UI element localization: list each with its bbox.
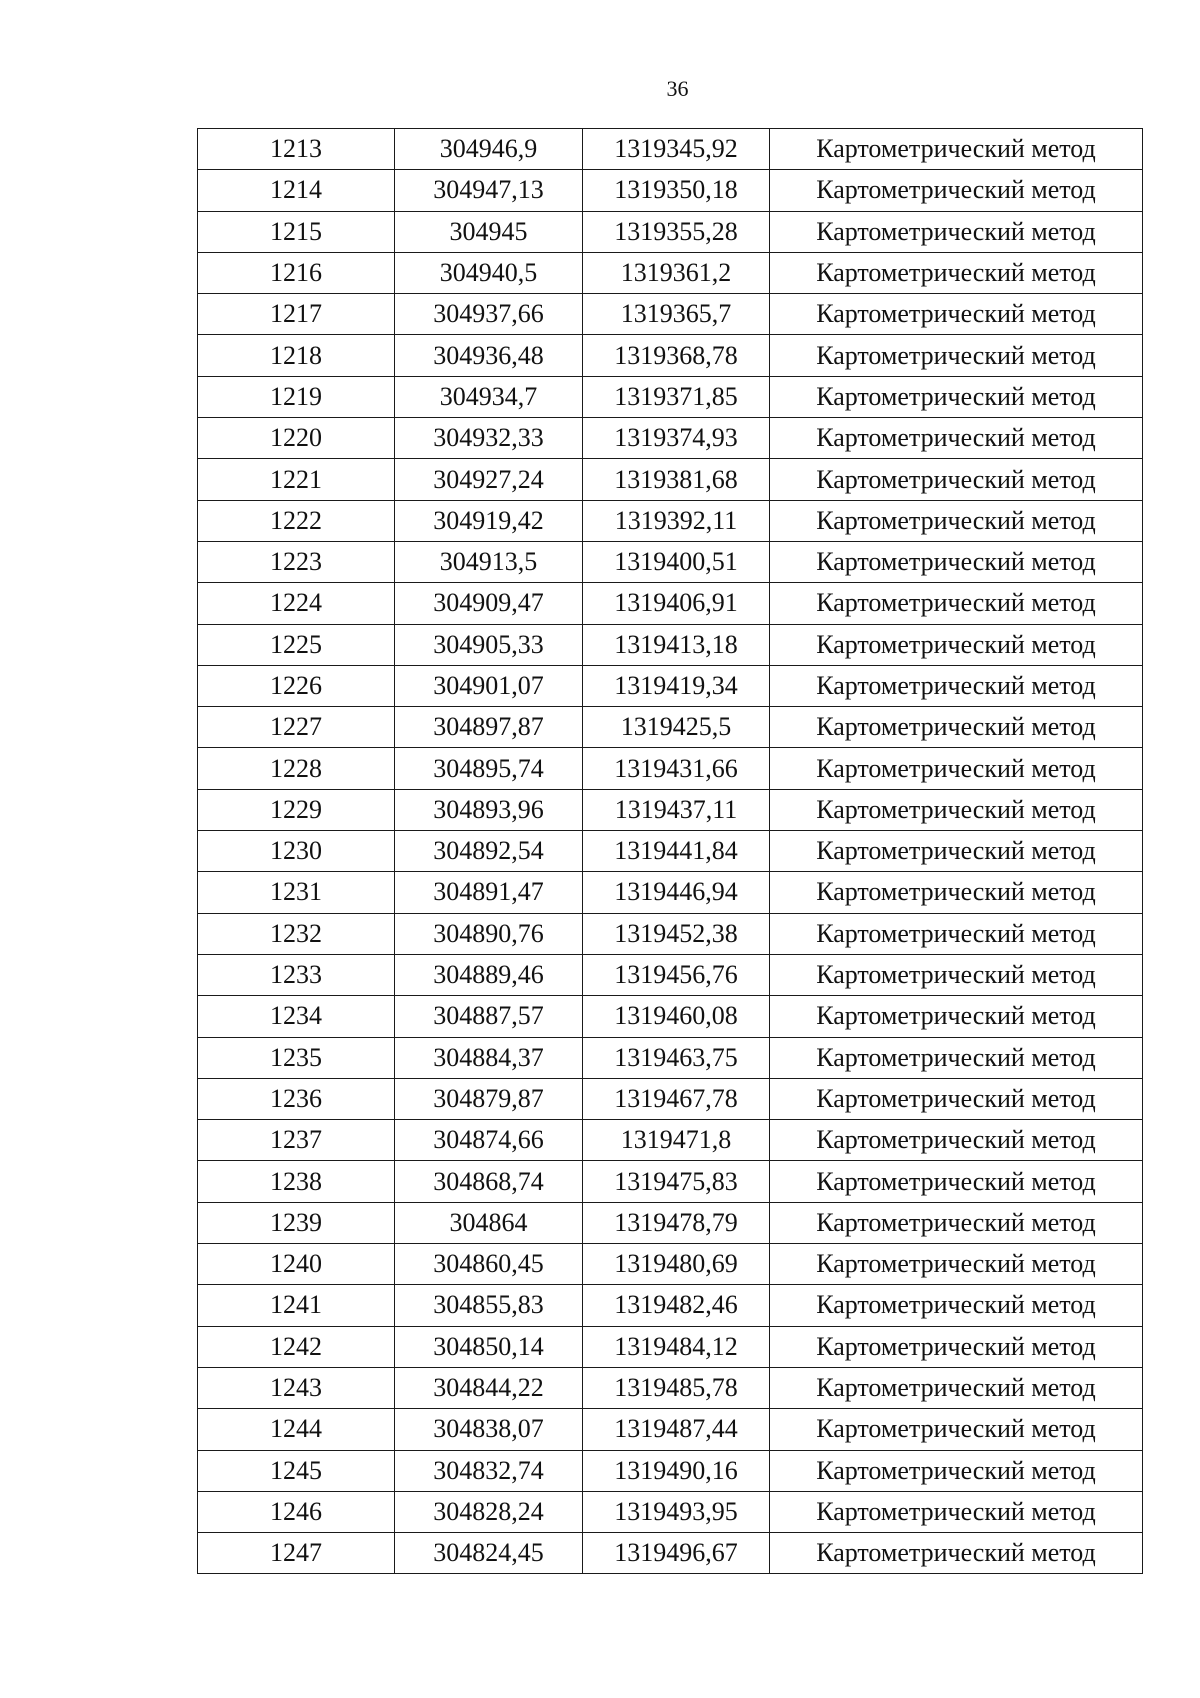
point-number-cell: 1229 — [198, 789, 395, 830]
y-coordinate-cell: 1319441,84 — [583, 831, 770, 872]
method-cell: Картометрический метод — [770, 1533, 1143, 1574]
x-coordinate-cell: 304838,07 — [395, 1409, 583, 1450]
x-coordinate-cell: 304884,37 — [395, 1037, 583, 1078]
table-row — [198, 1285, 1143, 1326]
y-coordinate-cell: 1319467,78 — [583, 1078, 770, 1119]
y-coordinate-cell: 1319400,51 — [583, 541, 770, 582]
y-coordinate-cell: 1319392,11 — [583, 500, 770, 541]
y-coordinate-cell: 1319475,83 — [583, 1161, 770, 1202]
x-coordinate-cell: 304892,54 — [395, 831, 583, 872]
method-cell: Картометрический метод — [770, 624, 1143, 665]
table-row — [198, 707, 1143, 748]
y-coordinate-cell: 1319406,91 — [583, 583, 770, 624]
method-cell: Картометрический метод — [770, 1202, 1143, 1243]
table-row — [198, 1120, 1143, 1161]
y-coordinate-cell: 1319371,85 — [583, 376, 770, 417]
table-row — [198, 335, 1143, 376]
x-coordinate-cell: 304901,07 — [395, 665, 583, 706]
x-coordinate-cell: 304927,24 — [395, 459, 583, 500]
coordinates-table — [197, 128, 1143, 1574]
x-coordinate-cell: 304913,5 — [395, 541, 583, 582]
x-coordinate-cell: 304893,96 — [395, 789, 583, 830]
method-cell: Картометрический метод — [770, 500, 1143, 541]
table-row — [198, 376, 1143, 417]
y-coordinate-cell: 1319446,94 — [583, 872, 770, 913]
method-cell: Картометрический метод — [770, 1326, 1143, 1367]
point-number-cell: 1219 — [198, 376, 395, 417]
y-coordinate-cell: 1319460,08 — [583, 996, 770, 1037]
y-coordinate-cell: 1319365,7 — [583, 294, 770, 335]
method-cell: Картометрический метод — [770, 294, 1143, 335]
table-row — [198, 665, 1143, 706]
table-row — [198, 459, 1143, 500]
table-row — [198, 954, 1143, 995]
x-coordinate-cell: 304887,57 — [395, 996, 583, 1037]
method-cell: Картометрический метод — [770, 1037, 1143, 1078]
x-coordinate-cell: 304824,45 — [395, 1533, 583, 1574]
method-cell: Картометрический метод — [770, 583, 1143, 624]
y-coordinate-cell: 1319361,2 — [583, 252, 770, 293]
x-coordinate-cell: 304889,46 — [395, 954, 583, 995]
y-coordinate-cell: 1319452,38 — [583, 913, 770, 954]
method-cell: Картометрический метод — [770, 1120, 1143, 1161]
method-cell: Картометрический метод — [770, 1367, 1143, 1408]
x-coordinate-cell: 304919,42 — [395, 500, 583, 541]
point-number-cell: 1218 — [198, 335, 395, 376]
table-row — [198, 1367, 1143, 1408]
x-coordinate-cell: 304832,74 — [395, 1450, 583, 1491]
method-cell: Картометрический метод — [770, 831, 1143, 872]
method-cell: Картометрический метод — [770, 376, 1143, 417]
table-row — [198, 872, 1143, 913]
method-cell: Картометрический метод — [770, 954, 1143, 995]
point-number-cell: 1214 — [198, 170, 395, 211]
point-number-cell: 1238 — [198, 1161, 395, 1202]
table-row — [198, 1326, 1143, 1367]
y-coordinate-cell: 1319350,18 — [583, 170, 770, 211]
y-coordinate-cell: 1319374,93 — [583, 418, 770, 459]
method-cell: Картометрический метод — [770, 872, 1143, 913]
coordinates-table-body — [198, 129, 1143, 1574]
table-row — [198, 541, 1143, 582]
point-number-cell: 1224 — [198, 583, 395, 624]
point-number-cell: 1239 — [198, 1202, 395, 1243]
point-number-cell: 1223 — [198, 541, 395, 582]
x-coordinate-cell: 304897,87 — [395, 707, 583, 748]
point-number-cell: 1220 — [198, 418, 395, 459]
method-cell: Картометрический метод — [770, 1450, 1143, 1491]
point-number-cell: 1235 — [198, 1037, 395, 1078]
table-row — [198, 831, 1143, 872]
y-coordinate-cell: 1319482,46 — [583, 1285, 770, 1326]
x-coordinate-cell: 304905,33 — [395, 624, 583, 665]
y-coordinate-cell: 1319496,67 — [583, 1533, 770, 1574]
table-row — [198, 129, 1143, 170]
method-cell: Картометрический метод — [770, 1244, 1143, 1285]
y-coordinate-cell: 1319478,79 — [583, 1202, 770, 1243]
method-cell: Картометрический метод — [770, 170, 1143, 211]
x-coordinate-cell: 304945 — [395, 211, 583, 252]
table-row — [198, 789, 1143, 830]
y-coordinate-cell: 1319480,69 — [583, 1244, 770, 1285]
point-number-cell: 1222 — [198, 500, 395, 541]
point-number-cell: 1227 — [198, 707, 395, 748]
x-coordinate-cell: 304940,5 — [395, 252, 583, 293]
x-coordinate-cell: 304844,22 — [395, 1367, 583, 1408]
x-coordinate-cell: 304864 — [395, 1202, 583, 1243]
y-coordinate-cell: 1319419,34 — [583, 665, 770, 706]
y-coordinate-cell: 1319493,95 — [583, 1491, 770, 1532]
table-row — [198, 1202, 1143, 1243]
y-coordinate-cell: 1319437,11 — [583, 789, 770, 830]
point-number-cell: 1217 — [198, 294, 395, 335]
table-row — [198, 294, 1143, 335]
table-row — [198, 1037, 1143, 1078]
table-row — [198, 1450, 1143, 1491]
x-coordinate-cell: 304891,47 — [395, 872, 583, 913]
y-coordinate-cell: 1319484,12 — [583, 1326, 770, 1367]
y-coordinate-cell: 1319355,28 — [583, 211, 770, 252]
method-cell: Картометрический метод — [770, 1285, 1143, 1326]
method-cell: Картометрический метод — [770, 1161, 1143, 1202]
method-cell: Картометрический метод — [770, 1491, 1143, 1532]
table-row — [198, 1161, 1143, 1202]
table-row — [198, 1491, 1143, 1532]
x-coordinate-cell: 304895,74 — [395, 748, 583, 789]
method-cell: Картометрический метод — [770, 129, 1143, 170]
method-cell: Картометрический метод — [770, 418, 1143, 459]
x-coordinate-cell: 304855,83 — [395, 1285, 583, 1326]
method-cell: Картометрический метод — [770, 665, 1143, 706]
point-number-cell: 1225 — [198, 624, 395, 665]
table-row — [198, 913, 1143, 954]
method-cell: Картометрический метод — [770, 1409, 1143, 1450]
table-row — [198, 583, 1143, 624]
point-number-cell: 1215 — [198, 211, 395, 252]
point-number-cell: 1231 — [198, 872, 395, 913]
y-coordinate-cell: 1319431,66 — [583, 748, 770, 789]
x-coordinate-cell: 304936,48 — [395, 335, 583, 376]
table-row — [198, 624, 1143, 665]
point-number-cell: 1221 — [198, 459, 395, 500]
method-cell: Картометрический метод — [770, 913, 1143, 954]
point-number-cell: 1243 — [198, 1367, 395, 1408]
method-cell: Картометрический метод — [770, 789, 1143, 830]
x-coordinate-cell: 304860,45 — [395, 1244, 583, 1285]
x-coordinate-cell: 304868,74 — [395, 1161, 583, 1202]
point-number-cell: 1242 — [198, 1326, 395, 1367]
x-coordinate-cell: 304879,87 — [395, 1078, 583, 1119]
point-number-cell: 1244 — [198, 1409, 395, 1450]
method-cell: Картометрический метод — [770, 541, 1143, 582]
y-coordinate-cell: 1319381,68 — [583, 459, 770, 500]
table-row — [198, 996, 1143, 1037]
x-coordinate-cell: 304946,9 — [395, 129, 583, 170]
y-coordinate-cell: 1319471,8 — [583, 1120, 770, 1161]
point-number-cell: 1233 — [198, 954, 395, 995]
point-number-cell: 1241 — [198, 1285, 395, 1326]
point-number-cell: 1246 — [198, 1491, 395, 1532]
point-number-cell: 1226 — [198, 665, 395, 706]
table-row — [198, 170, 1143, 211]
point-number-cell: 1245 — [198, 1450, 395, 1491]
y-coordinate-cell: 1319368,78 — [583, 335, 770, 376]
point-number-cell: 1237 — [198, 1120, 395, 1161]
method-cell: Картометрический метод — [770, 252, 1143, 293]
table-row — [198, 748, 1143, 789]
y-coordinate-cell: 1319456,76 — [583, 954, 770, 995]
method-cell: Картометрический метод — [770, 996, 1143, 1037]
x-coordinate-cell: 304850,14 — [395, 1326, 583, 1367]
x-coordinate-cell: 304874,66 — [395, 1120, 583, 1161]
x-coordinate-cell: 304932,33 — [395, 418, 583, 459]
point-number-cell: 1236 — [198, 1078, 395, 1119]
x-coordinate-cell: 304934,7 — [395, 376, 583, 417]
table-row — [198, 1409, 1143, 1450]
table-row — [198, 252, 1143, 293]
point-number-cell: 1232 — [198, 913, 395, 954]
y-coordinate-cell: 1319485,78 — [583, 1367, 770, 1408]
point-number-cell: 1213 — [198, 129, 395, 170]
point-number-cell: 1247 — [198, 1533, 395, 1574]
page-number: 36 — [666, 76, 689, 101]
y-coordinate-cell: 1319425,5 — [583, 707, 770, 748]
y-coordinate-cell: 1319463,75 — [583, 1037, 770, 1078]
table-row — [198, 1078, 1143, 1119]
x-coordinate-cell: 304909,47 — [395, 583, 583, 624]
method-cell: Картометрический метод — [770, 748, 1143, 789]
y-coordinate-cell: 1319413,18 — [583, 624, 770, 665]
table-row — [198, 1244, 1143, 1285]
table-row — [198, 211, 1143, 252]
table-row — [198, 500, 1143, 541]
x-coordinate-cell: 304937,66 — [395, 294, 583, 335]
method-cell: Картометрический метод — [770, 459, 1143, 500]
y-coordinate-cell: 1319490,16 — [583, 1450, 770, 1491]
table-row — [198, 1533, 1143, 1574]
y-coordinate-cell: 1319345,92 — [583, 129, 770, 170]
method-cell: Картометрический метод — [770, 707, 1143, 748]
method-cell: Картометрический метод — [770, 335, 1143, 376]
point-number-cell: 1216 — [198, 252, 395, 293]
point-number-cell: 1228 — [198, 748, 395, 789]
method-cell: Картометрический метод — [770, 211, 1143, 252]
point-number-cell: 1230 — [198, 831, 395, 872]
table-row — [198, 418, 1143, 459]
y-coordinate-cell: 1319487,44 — [583, 1409, 770, 1450]
point-number-cell: 1234 — [198, 996, 395, 1037]
method-cell: Картометрический метод — [770, 1078, 1143, 1119]
point-number-cell: 1240 — [198, 1244, 395, 1285]
x-coordinate-cell: 304828,24 — [395, 1491, 583, 1532]
x-coordinate-cell: 304947,13 — [395, 170, 583, 211]
x-coordinate-cell: 304890,76 — [395, 913, 583, 954]
